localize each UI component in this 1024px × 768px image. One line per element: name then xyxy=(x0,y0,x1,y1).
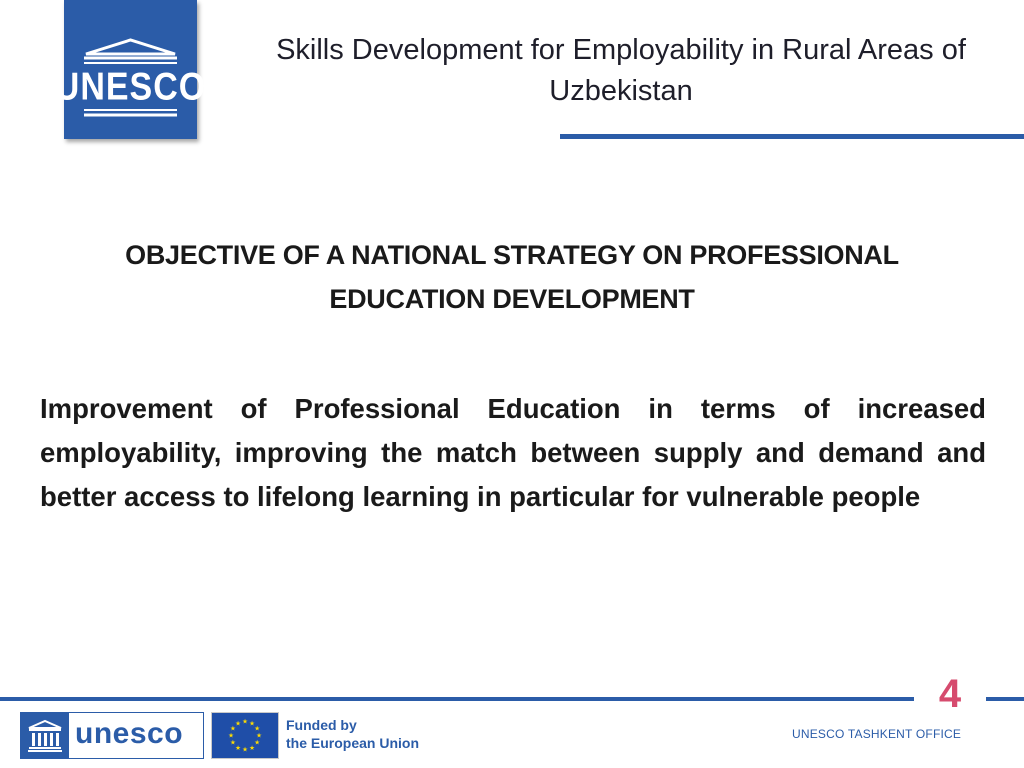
eu-star-icon: ★ xyxy=(228,732,234,740)
eu-star-icon: ★ xyxy=(229,725,236,733)
eu-star-icon: ★ xyxy=(254,739,261,747)
eu-funding-line2: the European Union xyxy=(286,735,419,751)
unesco-footer-wordmark: unesco xyxy=(75,717,184,750)
footer-divider-left xyxy=(0,697,914,701)
slide-body-text: Improvement of Professional Education in terms of increased employability, improving the match between supply and demand and better access to lifelong learning in particular for vulnerable people xyxy=(40,393,986,512)
slide-heading: OBJECTIVE OF A NATIONAL STRATEGY ON PROFESSIONAL EDUCATION DEVELOPMENT xyxy=(125,240,899,314)
eu-star-icon: ★ xyxy=(229,739,236,747)
eu-star-icon: ★ xyxy=(249,744,255,752)
eu-star-icon: ★ xyxy=(235,720,241,728)
page-number: 4 xyxy=(938,672,962,716)
page-title: Skills Development for Employability in Rural Areas of Uzbekistan xyxy=(276,34,966,107)
eu-funding-line1: Funded by xyxy=(286,717,357,733)
office-label: UNESCO TASHKENT OFFICE xyxy=(792,727,962,741)
eu-star-icon: ★ xyxy=(242,718,248,726)
eu-flag-icon xyxy=(211,712,279,759)
eu-star-icon: ★ xyxy=(235,744,241,752)
unesco-logo xyxy=(54,0,207,139)
unesco-logo-text: UNESCO xyxy=(54,64,207,109)
eu-star-icon: ★ xyxy=(256,732,262,740)
unesco-footer-temple-icon xyxy=(21,713,69,758)
header-divider xyxy=(560,134,1024,139)
unesco-temple-icon xyxy=(54,34,207,120)
eu-funding-label xyxy=(286,716,419,752)
footer-divider-right xyxy=(986,697,1024,701)
eu-star-icon: ★ xyxy=(254,725,261,733)
eu-star-icon: ★ xyxy=(249,720,255,728)
unesco-footer-logo xyxy=(20,712,204,759)
eu-star-icon: ★ xyxy=(242,746,248,754)
